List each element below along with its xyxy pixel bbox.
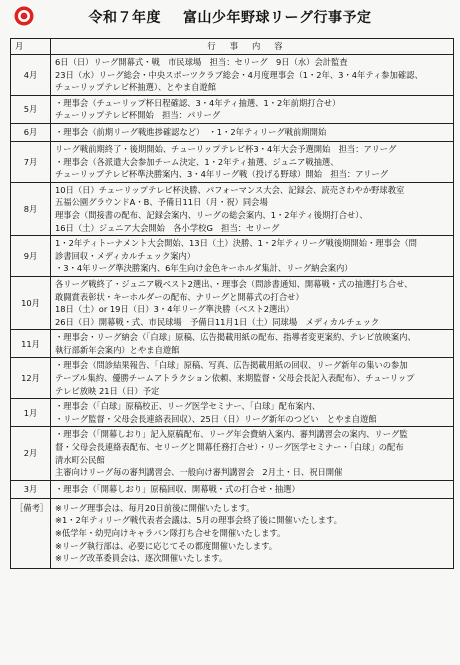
event-line: リーグ戦前期終了・後期開始、チューリップテレビ杯3・4年大会予選開始 担当：アリーグ <box>55 143 397 154</box>
table-row <box>11 399 454 427</box>
table-row <box>11 236 454 277</box>
notes-row <box>11 498 454 568</box>
month-cell: 7月 <box>11 141 51 182</box>
page-title <box>89 7 372 27</box>
event-line: チューリップテレビ杯準決勝案内、3・4年リーグ戦（投げる野球）開始 担当：アリーグ <box>55 169 389 180</box>
event-line: チューリップテレビ杯抽選）、とやま自遊館 <box>55 82 217 93</box>
event-line: ・理事会（前期リーグ戦進捗確認など） ・1・2年ティリーグ戦前期開始 <box>55 127 327 138</box>
note-line: ※リーグ改革委員会は、逐次開催いたします。 <box>55 553 228 564</box>
table-row <box>11 480 454 498</box>
table-header-row <box>11 39 454 55</box>
event-line: 26日（日）開幕戦・式、市民球場 予備日11月1日（土）同球場 メディカルチェック <box>55 316 380 327</box>
events-cell <box>51 182 454 235</box>
event-line: 10日（日）チューリップテレビ杯決勝、パフォーマンス大会、記録会、読売さわやか野球教室 <box>55 184 405 195</box>
month-cell: 11月 <box>11 330 51 358</box>
title-main: 富山少年野球リーグ行事予定 <box>183 10 372 26</box>
emblem-icon <box>14 6 34 26</box>
events-cell <box>51 141 454 182</box>
table-row <box>11 358 454 399</box>
events-column-header: 行事内容 <box>51 39 454 55</box>
schedule-table <box>10 38 454 569</box>
month-cell: 3月 <box>11 480 51 498</box>
table-row <box>11 95 454 123</box>
event-line: 敢闘賞表彰状・キーホルダーの配布、ナリーグと開幕式の打合せ） <box>55 291 304 302</box>
month-cell: 10月 <box>11 276 51 329</box>
events-cell <box>51 95 454 123</box>
page-header <box>0 0 460 34</box>
event-line: ・理事会（チューリップ杯日程確認、3・4年ティ抽選、1・2年前期打合せ） <box>55 97 341 108</box>
events-cell <box>51 399 454 427</box>
event-line: ・理事会・リーグ納会（「白球」原稿、広告掲載用紙の配布、指導者変更案約、テレビ放映案内、 <box>55 332 416 343</box>
note-line: ※低学年・幼児向けキャラバン隊打ち合せを開催いたします。 <box>55 528 286 538</box>
month-cell: 6月 <box>11 123 51 141</box>
event-line: 18日（土）or 19日（日）3・4年リーグ準決勝（ベスト2選出） <box>55 304 294 315</box>
events-cell <box>51 55 454 96</box>
title-year: 令和７年度 <box>88 10 161 26</box>
event-line: テレビ放映 21日（日）予定 <box>55 385 160 396</box>
events-cell <box>51 276 454 329</box>
note-line: ※リーグ理事会は、毎月20日前後に開催いたします。 <box>55 502 255 513</box>
note-line: ※1・2年ティリーグ戦代表者会議は、5月の理事会終了後に開催いたします。 <box>55 515 342 526</box>
schedule-body <box>11 55 454 569</box>
event-line: 23日（水）リーグ総会・中央スポーツクラブ総会・4月度理事会（1・2年、3・4年ティ参加確認、 <box>55 69 423 80</box>
event-line: テーブル集約、優勝チームアトラクション依頼、来期監督・父母会長記入表配布）、チューリップ <box>55 373 415 384</box>
event-line: チューリップテレビ杯開始 担当：パリーグ <box>55 110 221 121</box>
month-cell: 4月 <box>11 55 51 96</box>
event-line: ・理事会（「開幕しおり」記入原稿配布、リーグ年会費納入案内、審判講習会の案内、リーグ監 <box>55 429 408 440</box>
event-line: 診書回収・メディカルチェック案内） <box>55 250 196 261</box>
event-line: ・リーグ監督・父母会長連絡表回収）、25日（日）リーグ新年のつどい とやま自遊館 <box>55 413 377 424</box>
month-cell: 2月 <box>11 427 51 480</box>
event-line: 6日（日）リーグ開幕式・戦 市民球場 担当：セリーグ 9日（水）会計監査 <box>55 57 348 67</box>
events-cell <box>51 427 454 480</box>
event-line: 各リーグ戦終了・ジュニア戦ベスト2選出、・理事会（問診書通知、開幕戦・式の抽選打ち合せ、 <box>55 278 413 289</box>
month-cell: 1月 <box>11 399 51 427</box>
event-line: 五福公園グラウンドA・B、予備日11日（月・祝）同会場 <box>55 197 268 208</box>
events-cell <box>51 236 454 277</box>
month-cell: 12月 <box>11 358 51 399</box>
month-cell: 8月 <box>11 182 51 235</box>
events-cell <box>51 358 454 399</box>
event-line: 16日（土）ジュニア大会開始 各小学校G 担当：セリーグ <box>55 222 280 233</box>
event-line: ・理事会（「白球」原稿校正、リーグ医学セミナー、「白球」配布案内、 <box>55 401 321 412</box>
table-row <box>11 55 454 96</box>
event-line: ・理事会（各派遣大会参加チーム決定、1・2年ティ抽選、ジュニア戦抽選、 <box>55 156 339 167</box>
events-cell <box>51 123 454 141</box>
event-line: ・理事会（問診結果報告、「白球」原稿、写真、広告掲載用紙の回収、リーグ新年の集いの参加 <box>55 360 408 371</box>
event-line: 執行部新年会案内）とやま自遊館 <box>55 344 180 355</box>
month-cell: 9月 <box>11 236 51 277</box>
events-cell <box>51 480 454 498</box>
event-line: ・理事会（「開幕しおり」原稿回収、開幕戦・式の打合せ・抽選） <box>55 484 300 495</box>
table-row <box>11 123 454 141</box>
event-line: ・3・4年リーグ準決勝案内、6年生向け金色キーホルダ集計、リーグ納会案内） <box>55 263 353 274</box>
event-line: 督・父母会長連絡表配布、セリーグと開幕任務打合せ）・リーグ医学セミナー・「白球」の配布 <box>55 442 404 453</box>
table-row <box>11 330 454 358</box>
notes-label: ［備考］ <box>11 498 51 568</box>
table-row <box>11 276 454 329</box>
event-line: 主審向けリーグ毎の審判講習会、一般向け審判講習会 2月土・日、祝日開催 <box>55 467 343 478</box>
month-cell: 5月 <box>11 95 51 123</box>
events-cell <box>51 330 454 358</box>
month-column-header: 月 <box>11 39 51 55</box>
event-line: 1・2年ティトーナメント大会開始、13日（土）決勝、1・2年ティリーグ戦後期開始・理事会（問 <box>55 238 417 249</box>
event-line: 理事会（間接書の配布、記録会案内、リーグの総会案内、1・2年ティ後期打合せ）、 <box>55 209 368 220</box>
note-line: ※リーグ執行部は、必要に応じてその都度開催いたします。 <box>55 540 278 551</box>
event-line: 清水町公民館 <box>55 454 105 465</box>
table-row <box>11 141 454 182</box>
notes-content <box>51 498 454 568</box>
table-row <box>11 427 454 480</box>
table-row <box>11 182 454 235</box>
